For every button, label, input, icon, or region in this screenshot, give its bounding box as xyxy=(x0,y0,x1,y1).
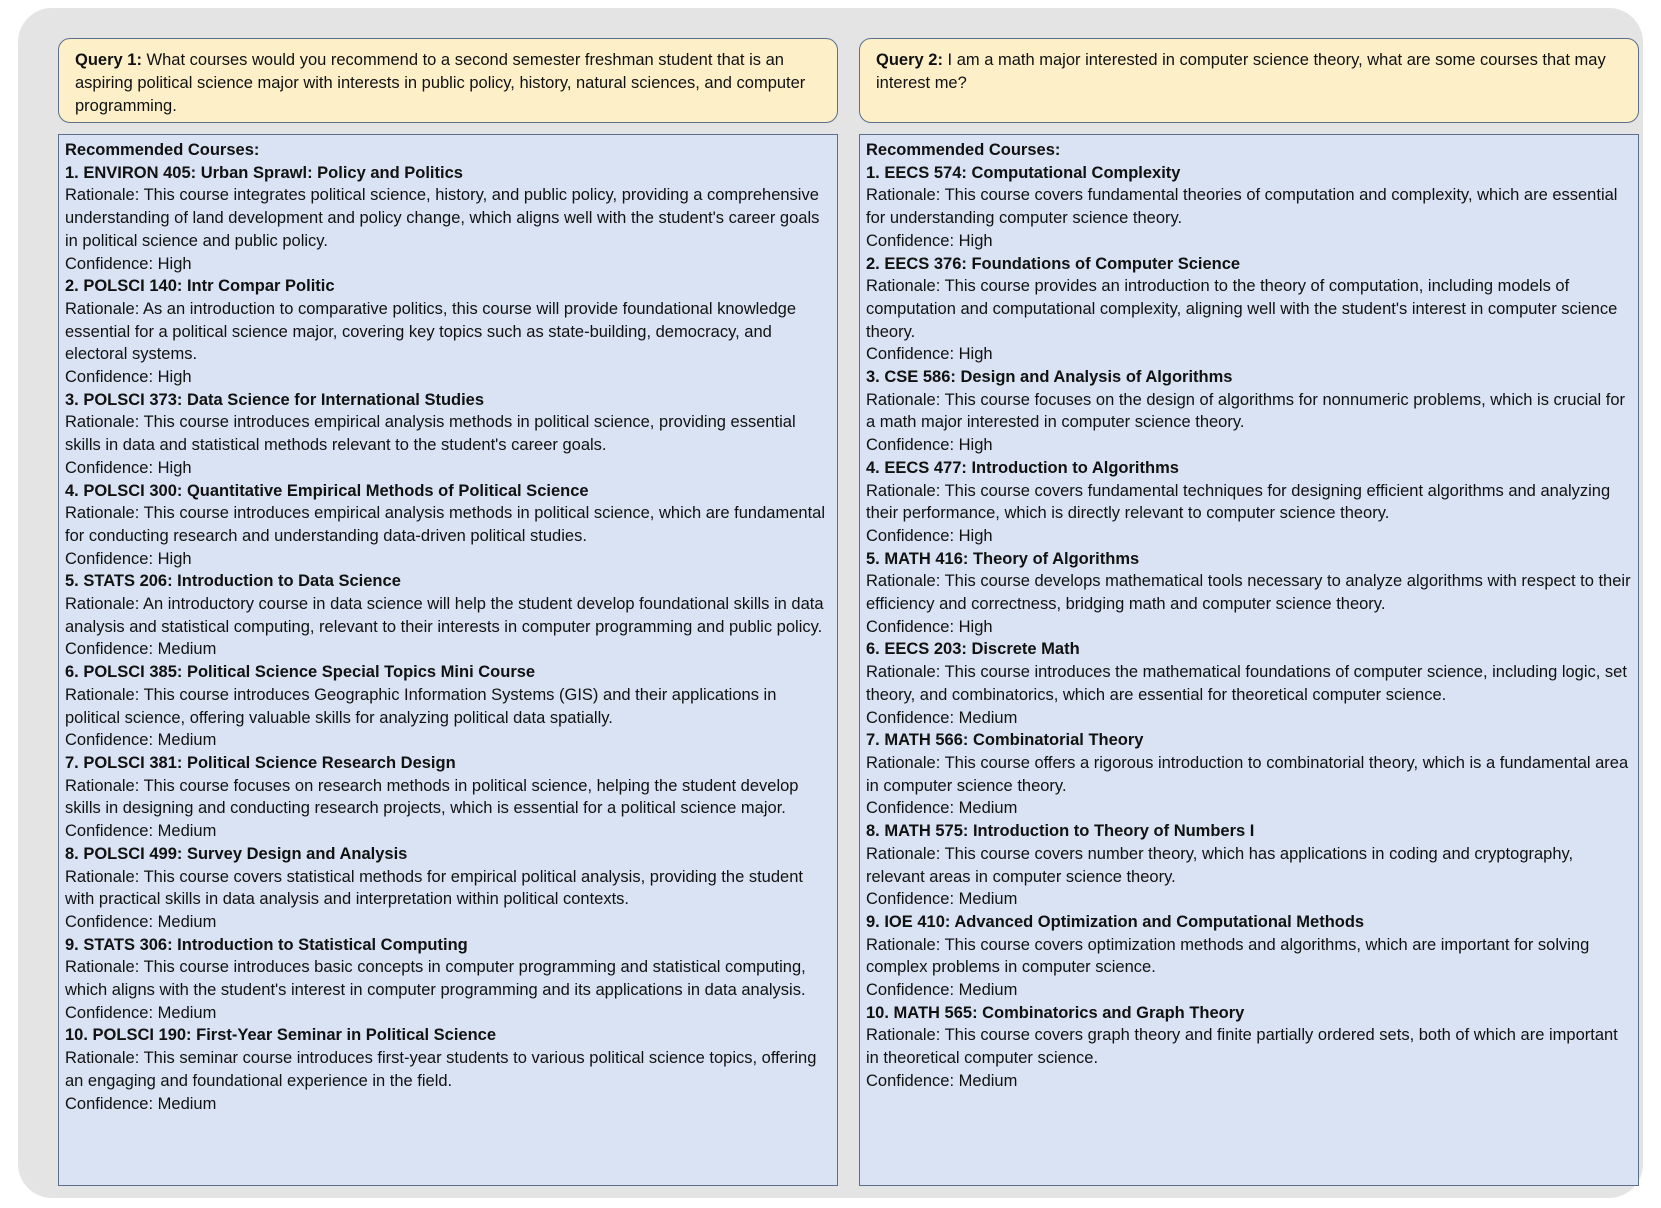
query-1-label: Query 1: xyxy=(75,51,142,69)
course-confidence: Confidence: High xyxy=(65,254,192,273)
course-confidence: Confidence: Medium xyxy=(65,640,217,659)
course-title: 9. IOE 410: Advanced Optimization and Computational Methods xyxy=(866,912,1365,931)
course-rationale: Rationale: This course covers fundamental theories of computation and complexity, which are essential for understanding computer science theory. xyxy=(866,186,1618,228)
course-rationale: Rationale: This course covers optimization methods and algorithms, which are important for solving complex problems in computer science. xyxy=(866,935,1590,977)
course-title: 3. POLSCI 373: Data Science for International Studies xyxy=(65,390,485,409)
course-confidence: Confidence: High xyxy=(866,436,993,455)
course-item xyxy=(866,911,1632,1002)
course-title: 3. CSE 586: Design and Analysis of Algorithms xyxy=(866,368,1233,387)
course-confidence: Confidence: Medium xyxy=(866,890,1018,909)
course-confidence: Confidence: Medium xyxy=(65,1003,217,1022)
course-rationale: Rationale: This course covers graph theory and finite partially ordered sets, both of which are important in theoretical computer science. xyxy=(866,1026,1618,1068)
course-item xyxy=(866,638,1632,729)
course-item xyxy=(866,548,1632,639)
course-title: 7. POLSCI 381: Political Science Research Design xyxy=(65,753,456,772)
course-confidence: Confidence: High xyxy=(866,526,993,545)
course-rationale: Rationale: This course introduces the mathematical foundations of computer science, including logic, set theory, and combinatorics, which are essential for theoretical computer science. xyxy=(866,663,1627,704)
course-title: 1. ENVIRON 405: Urban Sprawl: Policy and Politics xyxy=(65,163,463,182)
course-item xyxy=(65,570,831,661)
course-rationale: Rationale: This seminar course introduces first-year students to various political science topics, offering an engaging and foundational experience in the field. xyxy=(65,1049,817,1090)
course-item xyxy=(65,1024,831,1115)
course-item xyxy=(866,162,1632,253)
course-title: 9. STATS 306: Introduction to Statistical Computing xyxy=(65,935,468,954)
course-title: 6. POLSCI 385: Political Science Special Topics Mini Course xyxy=(65,663,536,682)
course-item xyxy=(866,366,1632,457)
course-title: 2. POLSCI 140: Intr Compar Politic xyxy=(65,277,335,296)
course-rationale: Rationale: This course offers a rigorous introduction to combinatorial theory, which is a fundamental area in computer science theory. xyxy=(866,753,1629,795)
course-item xyxy=(65,389,831,480)
figure-frame xyxy=(18,8,1643,1198)
course-rationale: Rationale: This course integrates political science, history, and public policy, providing a comprehensive understanding of land development and policy change, which aligns well with the student's career goals in political science and public policy. xyxy=(65,186,820,250)
course-title: 10. POLSCI 190: First-Year Seminar in Political Science xyxy=(65,1026,497,1045)
course-confidence: Confidence: Medium xyxy=(866,708,1018,727)
course-title: 1. EECS 574: Computational Complexity xyxy=(866,163,1181,182)
query-2-label: Query 2: xyxy=(876,51,943,69)
course-confidence: Confidence: Medium xyxy=(65,822,217,841)
query-1-box xyxy=(58,38,838,123)
course-title: 4. EECS 477: Introduction to Algorithms xyxy=(866,458,1179,477)
course-rationale: Rationale: This course covers statistical methods for empirical political analysis, providing the student with practical skills in data analysis and interpretation within political contexts. xyxy=(65,867,803,909)
course-confidence: Confidence: Medium xyxy=(65,912,217,931)
course-confidence: Confidence: High xyxy=(65,368,192,387)
query-2-course-list xyxy=(866,162,1632,1093)
course-title: 5. MATH 416: Theory of Algorithms xyxy=(866,549,1140,568)
course-item xyxy=(65,480,831,571)
course-item xyxy=(866,729,1632,820)
course-rationale: Rationale: This course focuses on research methods in political science, helping the student develop skills in designing and conducting research projects, which is essential for a political science major. xyxy=(65,776,799,818)
course-title: 5. STATS 206: Introduction to Data Science xyxy=(65,572,401,591)
course-confidence: Confidence: Medium xyxy=(866,1071,1018,1090)
course-rationale: Rationale: This course provides an introduction to the theory of computation, including models of computation and computational complexity, aligning well with the student's interest in computer science theory. xyxy=(866,277,1618,341)
query-2-answer-heading: Recommended Courses: xyxy=(866,141,1061,159)
query-1-answer-box xyxy=(58,134,838,1186)
course-item xyxy=(65,752,831,843)
course-rationale: Rationale: This course focuses on the design of algorithms for nonnumeric problems, which is crucial for a math major interested in computer science theory. xyxy=(866,390,1626,432)
course-rationale: Rationale: This course introduces Geographic Information Systems (GIS) and their applications in political science, offering valuable skills for analyzing political data spatially. xyxy=(65,685,777,727)
query-2-column xyxy=(859,38,1639,1186)
course-rationale: Rationale: This course covers number theory, which has applications in coding and cryptography, relevant areas in computer science theory. xyxy=(866,844,1574,886)
course-title: 10. MATH 565: Combinatorics and Graph Theory xyxy=(866,1003,1245,1022)
course-title: 8. MATH 575: Introduction to Theory of Numbers I xyxy=(866,822,1255,841)
course-confidence: Confidence: High xyxy=(65,458,192,477)
course-item xyxy=(65,843,831,934)
course-item xyxy=(65,934,831,1025)
course-rationale: Rationale: As an introduction to comparative politics, this course will provide foundational knowledge essential for a political science major, covering key topics such as state-building, democracy, and electoral systems. xyxy=(65,299,796,364)
course-confidence: Confidence: High xyxy=(65,549,192,568)
course-item xyxy=(866,457,1632,548)
course-confidence: Confidence: Medium xyxy=(866,981,1018,1000)
query-1-text: What courses would you recommend to a second semester freshman student that is an aspiring political science major with interests in public policy, history, natural sciences, and computer programming. xyxy=(75,51,806,115)
course-item xyxy=(65,661,831,752)
query-2-answer-box xyxy=(859,134,1639,1186)
course-title: 4. POLSCI 300: Quantitative Empirical Methods of Political Science xyxy=(65,481,589,500)
course-confidence: Confidence: High xyxy=(866,345,993,364)
course-item xyxy=(866,820,1632,911)
query-1-column xyxy=(58,38,838,1186)
course-title: 8. POLSCI 499: Survey Design and Analysis xyxy=(65,844,408,863)
course-title: 2. EECS 376: Foundations of Computer Science xyxy=(866,254,1241,273)
course-confidence: Confidence: Medium xyxy=(65,731,217,750)
course-item xyxy=(866,253,1632,367)
course-confidence: Confidence: High xyxy=(866,617,993,636)
course-confidence: Confidence: Medium xyxy=(866,799,1018,818)
course-rationale: Rationale: An introductory course in data science will help the student develop foundational skills in data analysis and statistical computing, relevant to their interests in computer programming and public policy. xyxy=(65,595,824,636)
query-2-box xyxy=(859,38,1639,123)
course-item xyxy=(65,162,831,276)
query-1-course-list xyxy=(65,162,831,1116)
course-confidence: Confidence: High xyxy=(866,231,993,250)
course-rationale: Rationale: This course covers fundamental techniques for designing efficient algorithms and analyzing their performance, which is directly relevant to computer science theory. xyxy=(866,481,1611,523)
course-item xyxy=(866,1002,1632,1093)
course-confidence: Confidence: Medium xyxy=(65,1094,217,1113)
query-2-text: I am a math major interested in computer science theory, what are some courses that may interest me? xyxy=(876,51,1606,92)
query-1-answer-heading: Recommended Courses: xyxy=(65,141,260,159)
course-rationale: Rationale: This course introduces empirical analysis methods in political science, providing essential skills in data and statistical methods relevant to the student's career goals. xyxy=(65,413,796,455)
course-title: 6. EECS 203: Discrete Math xyxy=(866,640,1080,659)
course-title: 7. MATH 566: Combinatorial Theory xyxy=(866,731,1144,750)
course-item xyxy=(65,275,831,389)
course-rationale: Rationale: This course introduces basic concepts in computer programming and statistical computing, which aligns with the student's interest in computer programming and its applications in data analysis. xyxy=(65,958,806,1000)
course-rationale: Rationale: This course develops mathematical tools necessary to analyze algorithms with respect to their efficiency and correctness, bridging math and computer science theory. xyxy=(866,572,1631,614)
course-rationale: Rationale: This course introduces empirical analysis methods in political science, which are fundamental for conducting research and understanding data-driven political studies. xyxy=(65,504,825,545)
